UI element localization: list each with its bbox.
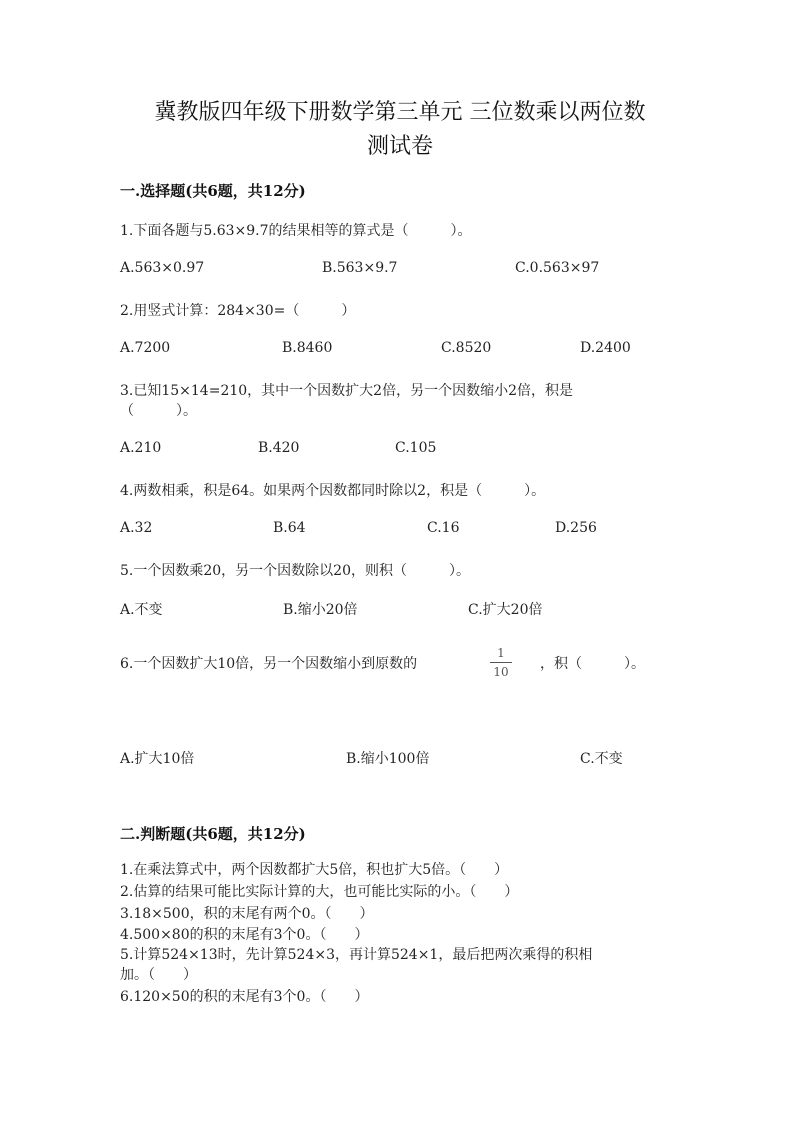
question-5-option-b: B.缩小20倍 (283, 602, 358, 618)
question-6-stem-after: ，积（ ）。 (540, 656, 645, 672)
question-3-stem-line1: 3.已知15×14=210，其中一个因数扩大2倍，另一个因数缩小2倍，积是 (120, 383, 573, 399)
question-1-stem: 1.下面各题与5.63×9.7的结果相等的算式是（ ）。 (120, 223, 472, 239)
fraction-denominator: 10 (493, 665, 509, 679)
question-5-option-a: A.不变 (120, 602, 163, 618)
judge-item-1: 1.在乘法算式中，两个因数都扩大5倍，积也扩大5倍。（ ） (120, 862, 509, 878)
fraction-numerator: 1 (497, 646, 505, 660)
question-4-stem: 4.两数相乘，积是64。如果两个因数都同时除以2，积是（ ）。 (120, 483, 546, 499)
question-4-option-d: D.256 (555, 520, 597, 536)
question-3-option-a: A.210 (120, 440, 162, 456)
judge-item-2: 2.估算的结果可能比实际计算的大，也可能比实际的小。（ ） (120, 884, 519, 900)
judge-item-3: 3.18×500，积的末尾有两个0。（ ） (120, 906, 374, 922)
judge-item-5-line1: 5.计算524×13时，先计算524×3，再计算524×1，最后把两次乘得的积相 (120, 947, 593, 963)
question-6-stem-before: 6.一个因数扩大10倍，另一个因数缩小到原数的 (120, 656, 418, 672)
question-4-option-b: B.64 (273, 520, 306, 536)
judge-item-5-line2: 加。（ ） (120, 967, 197, 983)
question-6-option-c: C.不变 (580, 751, 623, 767)
question-3-stem-line2: （ ）。 (120, 403, 197, 419)
fraction-one-tenth (490, 646, 512, 679)
question-5-option-c: C.扩大20倍 (468, 602, 543, 618)
question-3-option-b: B.420 (258, 440, 300, 456)
question-2-option-c: C.8520 (441, 340, 492, 356)
question-6-option-b: B.缩小100倍 (346, 751, 430, 767)
page-title-line1: 冀教版四年级下册数学第三单元 三位数乘以两位数 (154, 100, 646, 125)
question-2-stem: 2.用竖式计算：284×30=（ ） (120, 303, 356, 319)
fraction-bar (490, 662, 512, 663)
page-title-line2: 测试卷 (366, 134, 433, 159)
question-4-option-c: C.16 (427, 520, 460, 536)
question-1-option-a: A.563×0.97 (120, 260, 205, 276)
question-2-option-a: A.7200 (120, 340, 171, 356)
section1-heading: 一.选择题(共6题，共12分) (120, 182, 306, 200)
question-6-option-a: A.扩大10倍 (120, 751, 195, 767)
question-4-option-a: A.32 (120, 520, 153, 536)
judge-item-4: 4.500×80的积的末尾有3个0。（ ） (120, 927, 369, 943)
question-2-option-d: D.2400 (580, 340, 631, 356)
judge-item-6: 6.120×50的积的末尾有3个0。（ ） (120, 989, 369, 1005)
question-2-option-b: B.8460 (282, 340, 333, 356)
question-3-option-c: C.105 (395, 440, 437, 456)
question-1-option-b: B.563×9.7 (322, 260, 398, 276)
question-5-stem: 5.一个因数乘20，另一个因数除以20，则积（ ）。 (120, 563, 470, 579)
section2-heading: 二.判断题(共6题，共12分) (120, 825, 306, 843)
question-1-option-c: C.0.563×97 (515, 260, 600, 276)
